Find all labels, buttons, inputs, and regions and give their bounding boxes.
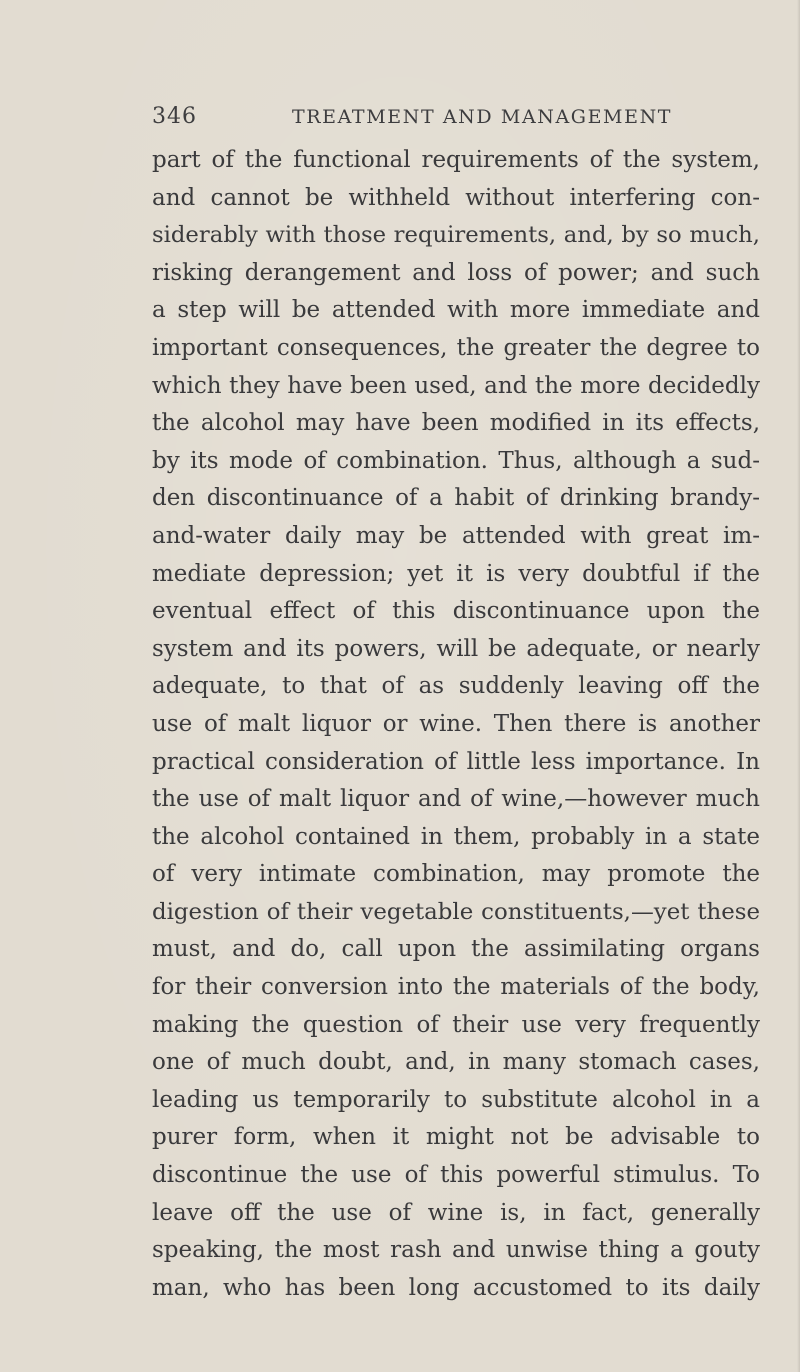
- text-line: use of malt liquor or wine. Then there is another: [152, 710, 760, 737]
- text-line: den discontinuance of a habit of drinking brandy-: [152, 485, 760, 512]
- text-line: purer form, when it might not be advisable to: [152, 1124, 760, 1151]
- text-line: part of the functional requirements of the system,: [152, 147, 760, 173]
- text-line: the use of malt liquor and of wine,—however much: [152, 786, 760, 813]
- text-line: practical consideration of little less importance. In: [152, 748, 760, 775]
- text-line: eventual effect of this discontinuance upon the: [152, 598, 760, 625]
- text-line: discontinue the use of this powerful stimulus. To: [152, 1162, 760, 1189]
- text-line: digestion of their vegetable constituents,—yet these: [152, 898, 760, 925]
- text-line: for their conversion into the materials of the body,: [152, 974, 760, 1001]
- text-line: which they have been used, and the more decidedly: [152, 372, 760, 399]
- text-line: leave off the use of wine is, in fact, generally: [152, 1199, 760, 1226]
- text-line: man, who has been long accustomed to its daily: [152, 1274, 760, 1301]
- text-line: mediate depression; yet it is very doubtful if the: [152, 560, 760, 587]
- text-line: and-water daily may be attended with great im-: [152, 522, 760, 549]
- text-line: by its mode of combination. Thus, although a sud-: [152, 447, 760, 474]
- text-line: a step will be attended with more immediate and: [152, 297, 760, 324]
- text-line: one of much doubt, and, in many stomach cases,: [152, 1049, 760, 1076]
- body-text: [152, 142, 760, 1307]
- text-line: making the question of their use very frequently: [152, 1011, 760, 1038]
- text-line: and cannot be withheld without interfering con-: [152, 184, 760, 211]
- page-header: [152, 104, 767, 138]
- text-line: risking derangement and loss of power; and such: [152, 259, 760, 286]
- running-head: TREATMENT AND MANAGEMENT: [292, 106, 673, 128]
- text-line: system and its powers, will be adequate, or nearly: [152, 635, 760, 662]
- page-number: 346: [152, 104, 197, 129]
- text-line: speaking, the most rash and unwise thing a gouty: [152, 1237, 760, 1264]
- text-line: leading us temporarily to substitute alcohol in a: [152, 1086, 760, 1113]
- text-line: of very intimate combination, may promote the: [152, 861, 760, 888]
- text-line: the alcohol may have been modified in its effects,: [152, 410, 760, 437]
- text-line: important consequences, the greater the degree to: [152, 334, 760, 361]
- text-line: the alcohol contained in them, probably in a state: [152, 823, 760, 850]
- text-line: siderably with those requirements, and, by so much,: [152, 222, 760, 249]
- text-line: adequate, to that of as suddenly leaving off the: [152, 673, 760, 700]
- text-line: must, and do, call upon the assimilating organs: [152, 936, 760, 963]
